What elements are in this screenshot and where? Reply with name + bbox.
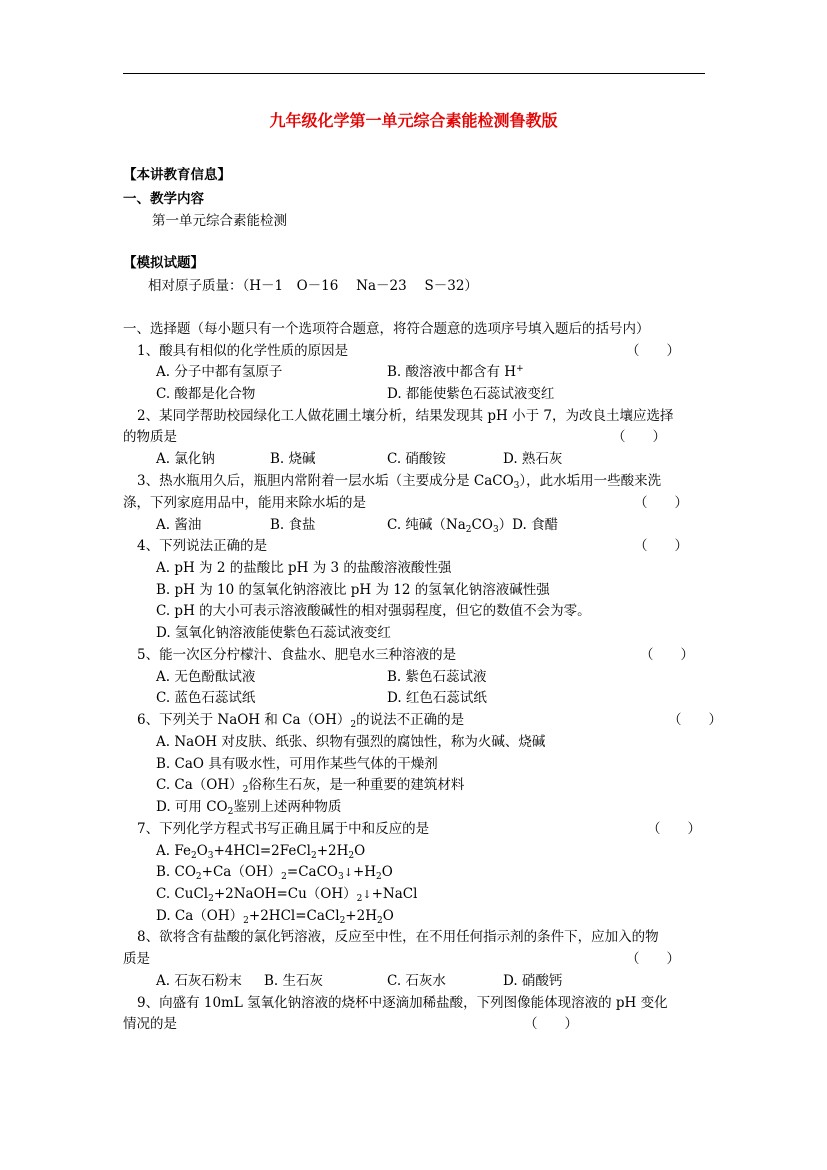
q2-stem-line1: 2、某同学帮助校园绿化工人做花圃土壤分析，结果发现其 pH 小于 7，为改良土壤应选择	[137, 408, 674, 424]
q5-option-b: B. 紫色石蕊试液	[387, 669, 487, 685]
q7-stem: 7、下列化学方程式书写正确且属于中和反应的是	[137, 821, 430, 837]
q2-option-d: D. 熟石灰	[503, 451, 563, 467]
q4-stem: 4、下列说法正确的是	[137, 538, 268, 554]
q1-stem: 1、酸具有相似的化学性质的原因是	[137, 343, 349, 359]
precipitate-arrow-icon: ↓	[343, 866, 353, 879]
q3-stem-line1: 3、热水瓶用久后，瓶胆内常附着一层水垢（主要成分是 CaCO$_3$），此水垢用一些酸来洗	[137, 473, 662, 491]
atomic-mass-line: 相对原子质量：（H－1 O－16 Na－23 S－32）	[148, 278, 478, 294]
q5-answer-paren: （ ）	[640, 647, 694, 663]
q3-answer-paren: （ ）	[634, 495, 688, 511]
q8-answer-paren: （ ）	[626, 951, 680, 967]
q6-answer-paren: （ ）	[668, 712, 722, 728]
q5-stem: 5、能一次区分柠檬汁、食盐水、肥皂水三种溶液的是	[137, 647, 457, 663]
q3-option-c-d: C. 纯碱$(Na_2CO_3)D$. 食醋	[387, 517, 559, 535]
q3-stem-line2: 涤，下列家庭用品中，能用来除水垢的是	[123, 495, 366, 511]
q7-option-b: B. $CO_2+Ca(OH)_2=CaCO_3↓+H_2O$	[156, 864, 393, 882]
q4-option-c: C. pH 的大小可表示溶液酸碱性的相对强弱程度，但它的数值不会为零。	[156, 603, 591, 619]
content-text: 第一单元综合素能检测	[152, 213, 287, 229]
q4-option-b: B. pH 为 10 的氢氧化钠溶液比 pH 为 12 的氢氧化钠溶液碱性强	[156, 582, 550, 598]
q4-option-a: A. pH 为 2 的盐酸比 pH 为 3 的盐酸溶液酸性强	[156, 560, 452, 576]
document-title: 九年级化学第一单元综合素能检测鲁教版	[269, 111, 558, 130]
q5-option-c: C. 蓝色石蕊试纸	[156, 690, 256, 706]
q7-option-a: A. $Fe_2O_3+4HCl=2FeCl_2+2H_2O$	[156, 843, 366, 861]
q9-stem-line1: 9、向盛有 10mL 氢氧化钠溶液的烧杯中逐滴加稀盐酸，下列图像能体现溶液的 pH 变化	[137, 995, 668, 1011]
q3-option-a: A. 酱油	[156, 517, 202, 533]
q2-stem-line2: 的物质是	[123, 429, 177, 445]
q1-option-d: D. 都能使紫色石蕊试液变红	[387, 386, 555, 402]
q1-option-a: A. 分子中都有氢原子	[156, 364, 283, 380]
q1-option-c: C. 酸都是化合物	[156, 386, 256, 402]
q8-option-a: A. 石灰石粉末	[156, 973, 242, 989]
header-rule	[123, 73, 705, 74]
q9-stem-line2: 情况的是	[123, 1016, 177, 1032]
q7-answer-paren: （ ）	[647, 821, 701, 837]
q3-option-b: B. 食盐	[270, 517, 316, 533]
q8-option-d: D. 硝酸钙	[503, 973, 563, 989]
section-content-header: 一、教学内容	[123, 191, 204, 207]
q4-answer-paren: （ ）	[634, 538, 688, 554]
q7-option-c: C. $CuCl_2+2NaOH=Cu(OH)_2↓+NaCl$	[156, 886, 418, 904]
q8-stem-line2: 质是	[123, 951, 150, 967]
q6-option-c: C. $Ca(OH)_2$俗称生石灰，是一种重要的建筑材料	[156, 777, 465, 795]
section-exam-header: 【模拟试题】	[123, 255, 204, 271]
q6-option-b: B. CaO 具有吸水性，可用作某些气体的干燥剂	[156, 756, 438, 772]
q2-option-c: C. 硝酸铵	[387, 451, 446, 467]
part1-header: 一、选择题（每小题只有一个选项符合题意，将符合题意的选项序号填入题后的括号内）	[123, 321, 650, 337]
q6-stem: 6、下列关于 NaOH 和 $Ca(OH)_2$的说法不正确的是	[137, 712, 465, 730]
q5-option-a: A. 无色酚酞试液	[156, 669, 256, 685]
q2-answer-paren: （ ）	[612, 429, 666, 445]
q6-option-a: A. NaOH 对皮肤、纸张、织物有强烈的腐蚀性，称为火碱、烧碱	[156, 734, 546, 750]
q8-stem-line1: 8、欲将含有盐酸的氯化钙溶液，反应至中性，在不用任何指示剂的条件下，应加入的物	[137, 929, 659, 945]
q2-option-b: B. 烧碱	[270, 451, 316, 467]
precipitate-arrow-icon: ↓	[362, 888, 372, 901]
q5-option-d: D. 红色石蕊试纸	[387, 690, 487, 706]
q8-option-b: B. 生石灰	[264, 973, 324, 989]
q8-option-c: C. 石灰水	[387, 973, 446, 989]
q9-answer-paren: （ ）	[524, 1016, 578, 1032]
q7-option-d: D. $Ca(OH)_2+2HCl=CaCl_2+2H_2O$	[156, 908, 394, 926]
q4-option-d: D. 氢氧化钠溶液能使紫色石蕊试液变红	[156, 625, 391, 641]
section-info-header: 【本讲教育信息】	[123, 167, 231, 183]
q2-option-a: A. 氯化钠	[156, 451, 215, 467]
q1-option-b: B. 酸溶液中都含有 H+	[387, 364, 524, 380]
q6-option-d: D. 可用 $CO_2$鉴别上述两种物质	[156, 799, 342, 817]
q1-answer-paren: （ ）	[626, 343, 680, 359]
